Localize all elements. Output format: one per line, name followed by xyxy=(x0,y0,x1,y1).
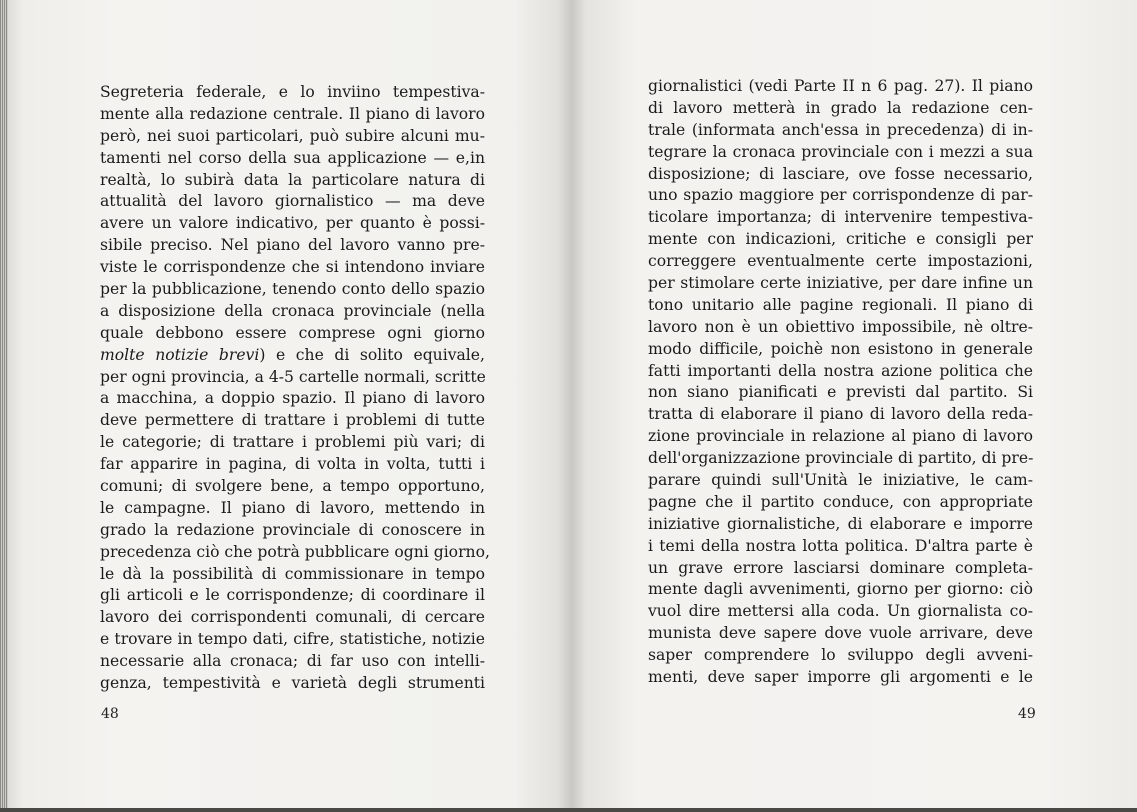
text-line: saper comprendere lo sviluppo degli avveni- xyxy=(648,646,1033,665)
text-line: far apparire in pagina, di volta in volta, tutti i xyxy=(100,455,485,474)
text-line: avere un valore indicativo, per quanto è possi- xyxy=(100,214,485,233)
text-line: le dà la possibilità di commissionare in tempo xyxy=(100,564,485,583)
right-page-body xyxy=(648,76,1033,689)
text-line: le categorie; di trattare i problemi più vari; di xyxy=(100,433,485,452)
text-line: precedenza ciò che potrà pubblicare ogni giorno, xyxy=(100,542,490,561)
text-line: i temi della nostra lotta politica. D'altra parte è xyxy=(648,536,1033,555)
text-line: un grave errore lasciarsi dominare completa- xyxy=(648,558,1033,577)
text-line: gli articoli e le corrispondenze; di coordinare il xyxy=(100,586,485,605)
text-line: zione provinciale in relazione al piano di lavoro xyxy=(648,427,1033,446)
text-line: di lavoro metterà in grado la redazione cen- xyxy=(648,98,1033,117)
text-line: le campagne. Il piano di lavoro, mettendo in xyxy=(100,498,485,517)
text-line: Segreteria federale, e lo inviino tempestiva- xyxy=(100,83,485,101)
text-line: per la pubblicazione, tenendo conto dello spazio xyxy=(100,280,485,299)
text-line: tratta di elaborare il piano di lavoro della reda- xyxy=(648,405,1033,424)
text-line: e trovare in tempo dati, cifre, statistiche, notizie xyxy=(100,630,485,649)
text-line: necessarie alla cronaca; di far uso con intelli- xyxy=(100,652,485,671)
text-line: realtà, lo subirà data la particolare natura di xyxy=(100,170,485,189)
text-line: grado la redazione provinciale di conoscere in xyxy=(100,520,485,539)
text-line-mixed xyxy=(100,345,485,367)
left-page-body xyxy=(100,82,490,695)
text-line: deve permettere di trattare i problemi di tutte xyxy=(100,411,485,430)
text-line: correggere eventualmente certe impostazioni, xyxy=(648,252,1033,271)
text-line: menti, deve saper imporre gli argomenti e le xyxy=(648,668,1033,687)
text-line: lavoro non è un obiettivo impossibile, nè oltre- xyxy=(648,317,1033,336)
right-page xyxy=(568,0,1137,812)
text-line: iniziative giornalistiche, di elaborare e imporre xyxy=(648,514,1033,533)
text-line: ticolare importanza; di intervenire tempestiva- xyxy=(648,208,1033,227)
text-line: modo difficile, poichè non esistono in generale xyxy=(648,339,1033,358)
text-line: giornalistici (vedi Parte II n 6 pag. 27). Il piano xyxy=(648,77,1033,95)
text-line: lavoro dei corrispondenti comunali, di cercare xyxy=(100,608,485,627)
bottom-edge xyxy=(0,808,1137,812)
text-line: pagne che il partito conduce, con appropriate xyxy=(648,492,1033,511)
left-page xyxy=(0,0,568,812)
page-number: 49 xyxy=(1018,706,1036,722)
text-line: tegrare la cronaca provinciale con i mezzi a sua xyxy=(648,142,1033,161)
text-line: non siano pianificati e previsti dal partito. Si xyxy=(648,383,1033,402)
text-line: mente alla redazione centrale. Il piano di lavoro xyxy=(100,104,485,123)
text-line: per ogni provincia, a 4-5 cartelle normali, scritte xyxy=(100,367,486,386)
text-line: tono unitario alle pagine regionali. Il piano di xyxy=(648,295,1033,314)
text-line: mente dagli avvenimenti, giorno per giorno: ciò xyxy=(648,580,1033,599)
text-line: mente con indicazioni, critiche e consigli per xyxy=(648,230,1033,249)
italic-phrase: molte notizie brevi xyxy=(100,345,260,364)
text-line: dell'organizzazione provinciale di partito, di pre- xyxy=(648,449,1034,468)
text-line: munista deve sapere dove vuole arrivare, deve xyxy=(648,624,1033,643)
text-line: comuni; di svolgere bene, a tempo opportuno, xyxy=(100,477,485,496)
text-line: disposizione; di lasciare, ove fosse necessario, xyxy=(648,164,1033,183)
text-line: uno spazio maggiore per corrispondenze di par- xyxy=(648,186,1033,205)
text-line: tamenti nel corso della sua applicazione — e,in xyxy=(100,148,485,167)
text-line: attualità del lavoro giornalistico — ma deve xyxy=(100,192,485,211)
text-line: trale (informata anch'essa in precedenza) di in- xyxy=(648,120,1033,139)
text-line: vuol dire mettersi alla coda. Un giornalista co- xyxy=(648,602,1033,621)
text-line: sibile preciso. Nel piano del lavoro vanno pre- xyxy=(100,236,485,255)
page-number: 48 xyxy=(101,706,119,722)
text-line: però, nei suoi particolari, può subire alcuni mu- xyxy=(100,126,485,145)
text-fragment: ) e che di solito equivale, xyxy=(259,345,485,364)
text-line: fatti importanti della nostra azione politica che xyxy=(648,361,1033,380)
text-line: viste le corrispondenze che si intendono inviare xyxy=(100,258,485,277)
text-line: a macchina, a doppio spazio. Il piano di lavoro xyxy=(100,389,485,408)
text-line: per stimolare certe iniziative, per dare infine un xyxy=(648,274,1033,293)
text-line: genza, tempestività e varietà degli strumenti xyxy=(100,674,485,693)
text-line: quale debbono essere comprese ogni giorno xyxy=(100,323,485,342)
text-line: a disposizione della cronaca provinciale (nella xyxy=(100,301,485,320)
text-line: parare quindi sull'Unità le iniziative, le cam- xyxy=(648,471,1033,490)
